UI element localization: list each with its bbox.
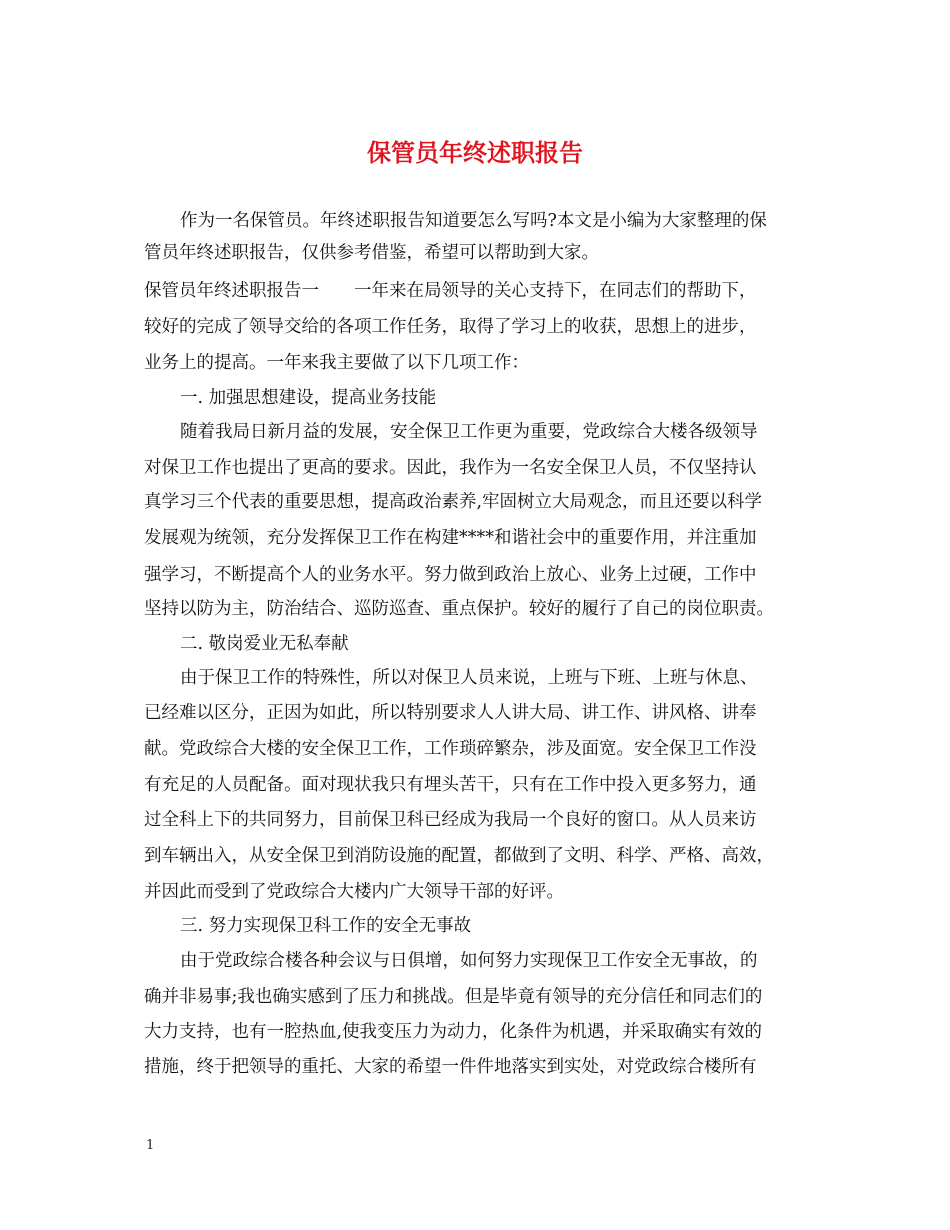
body-line: 业务上的提高。一年来我主要做了以下几项工作： <box>144 353 529 373</box>
body-line: 对保卫工作也提出了更高的要求。因此，我作为一名安全保卫人员，不仅坚持认 <box>144 458 757 478</box>
body-line: 大力支持，也有一腔热血,使我变压力为动力，化条件为机遇，并采取确实有效的 <box>144 1022 763 1042</box>
body-line: 措施，终于把领导的重托、大家的希望一件件地落实到实处，对党政综合楼所有 <box>144 1057 757 1077</box>
section-heading: 二. 敬岗爱业无私奉献 <box>180 634 349 654</box>
body-line: 已经难以区分，正因为如此，所以特别要求人人讲大局、讲工作、讲风格、讲奉 <box>144 703 757 723</box>
body-line: 发展观为统领，充分发挥保卫工作在构建****和谐社会中的重要作用，并注重加 <box>144 528 757 548</box>
body-line: 随着我局日新月益的发展，安全保卫工作更为重要，党政综合大楼各级领导 <box>180 422 758 442</box>
body-line: 过全科上下的共同努力，目前保卫科已经成为我局一个良好的窗口。从人员来访 <box>144 810 757 830</box>
body-line: 确并非易事;我也确实感到了压力和挑战。但是毕竟有领导的充分信任和同志们的 <box>144 987 763 1007</box>
body-line: 管员年终述职报告，仅供参考借鉴，希望可以帮助到大家。 <box>144 243 599 263</box>
body-line: 有充足的人员配备。面对现状我只有埋头苦干，只有在工作中投入更多努力，通 <box>144 775 757 795</box>
body-line: 并因此而受到了党政综合大楼内广大领导干部的好评。 <box>144 882 564 902</box>
body-line: 保管员年终述职报告一 一年来在局领导的关心支持下，在同志们的帮助下， <box>144 281 757 301</box>
body-line: 由于党政综合楼各种会议与日俱增，如何努力实现保卫工作安全无事故，的 <box>180 951 758 971</box>
body-line: 由于保卫工作的特殊性，所以对保卫人员来说，上班与下班、上班与休息、 <box>180 668 758 688</box>
body-line: 较好的完成了领导交给的各项工作任务，取得了学习上的收获，思想上的进步， <box>144 317 757 337</box>
body-line: 真学习三个代表的重要思想，提高政治素养,牢固树立大局观念，而且还要以科学 <box>144 492 763 512</box>
body-line: 作为一名保管员。年终述职报告知道要怎么写吗?本文是小编为大家整理的保 <box>180 211 767 231</box>
section-heading: 一. 加强思想建设，提高业务技能 <box>180 388 437 408</box>
body-line: 到车辆出入，从安全保卫到消防设施的配置，都做到了文明、科学、严格、高效， <box>144 846 774 866</box>
document-title: 保管员年终述职报告 <box>367 138 583 167</box>
body-line: 强学习，不断提高个人的业务水平。努力做到政治上放心、业务上过硬，工作中 <box>144 565 757 585</box>
page-number: 1 <box>146 1138 155 1153</box>
section-heading: 三. 努力实现保卫科工作的安全无事故 <box>180 916 472 936</box>
body-line: 坚持以防为主，防治结合、巡防巡查、重点保护。较好的履行了自己的岗位职责。 <box>144 599 774 619</box>
body-line: 献。党政综合大楼的安全保卫工作，工作琐碎繁杂，涉及面宽。安全保卫工作没 <box>144 739 757 759</box>
